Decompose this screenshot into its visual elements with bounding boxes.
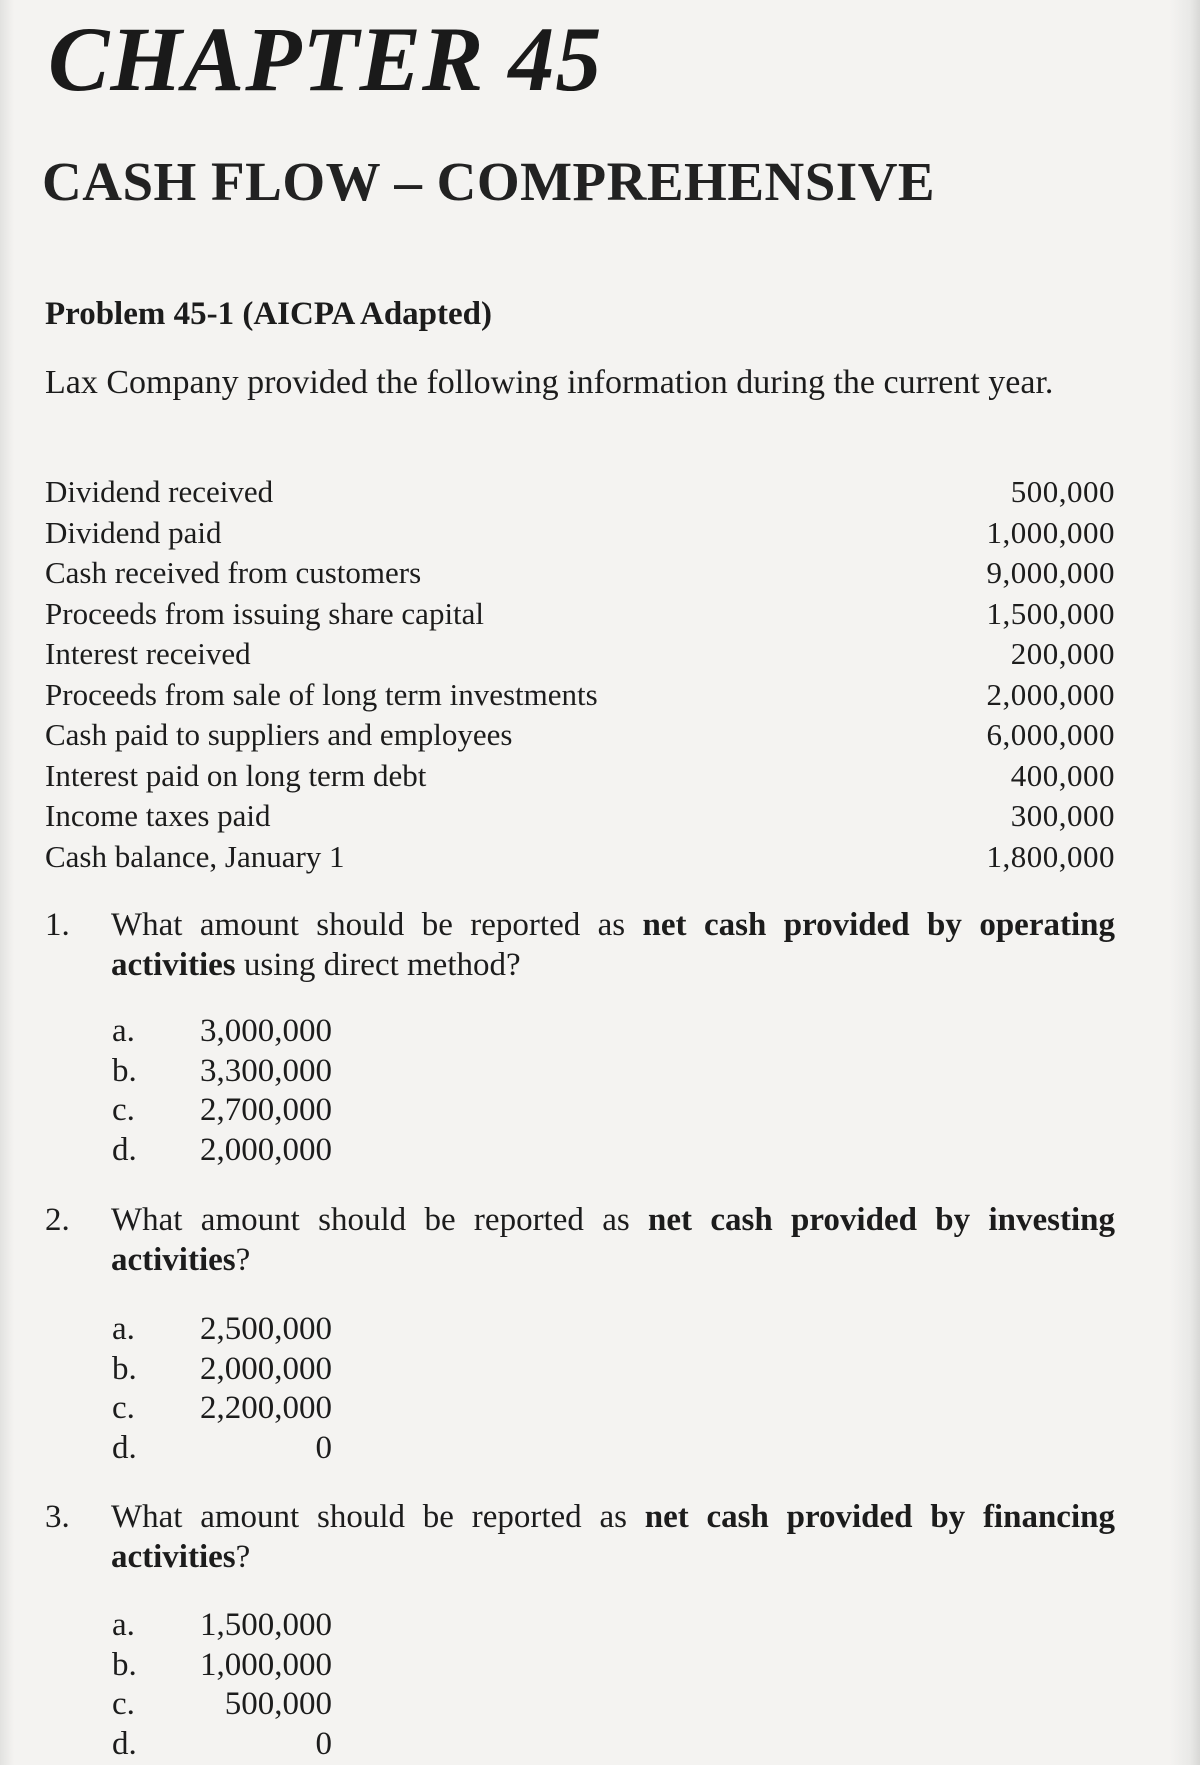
question-1-options xyxy=(112,1012,332,1170)
option-value: 2,500,000 xyxy=(200,1311,332,1347)
chapter-subtitle: CASH FLOW – COMPREHENSIVE xyxy=(42,151,936,212)
item-label: Interest received xyxy=(45,636,251,671)
list-item xyxy=(45,675,1115,716)
answer-option[interactable] xyxy=(112,1310,332,1350)
item-amount: 6,000,000 xyxy=(986,717,1115,752)
option-value: 500,000 xyxy=(224,1686,332,1722)
answer-option[interactable] xyxy=(112,1389,332,1429)
question-number: 2. xyxy=(45,1202,70,1238)
question-number: 1. xyxy=(45,907,70,943)
item-label: Proceeds from issuing share capital xyxy=(45,595,485,631)
item-label: Income taxes paid xyxy=(45,798,271,833)
option-letter: b. xyxy=(112,1646,137,1683)
question-text-pre: What amount should be reported as xyxy=(111,1202,649,1238)
option-letter: d. xyxy=(112,1429,137,1466)
option-value: 3,300,000 xyxy=(200,1052,332,1089)
option-letter: a. xyxy=(112,1013,135,1049)
option-value: 2,000,000 xyxy=(200,1350,332,1387)
option-letter: a. xyxy=(112,1607,135,1643)
question-1 xyxy=(45,905,1115,985)
item-amount: 400,000 xyxy=(1010,757,1115,793)
question-text xyxy=(111,1497,1115,1577)
cash-items-list xyxy=(45,472,1115,877)
question-text-post: using direct method? xyxy=(235,947,521,983)
question-number: 3. xyxy=(45,1499,70,1535)
item-label: Proceeds from sale of long term investments xyxy=(45,676,598,712)
answer-option[interactable] xyxy=(112,1131,332,1171)
question-text-emphasis: net cash provided by investing activities xyxy=(111,1202,1115,1278)
option-value: 1,500,000 xyxy=(200,1607,332,1643)
question-text xyxy=(111,905,1115,985)
item-label: Cash paid to suppliers and employees xyxy=(45,717,513,752)
question-text-emphasis: net cash provided by financing activities xyxy=(111,1499,1115,1575)
option-value: 2,700,000 xyxy=(200,1092,332,1128)
item-label: Cash received from customers xyxy=(45,555,422,590)
item-label: Interest paid on long term debt xyxy=(45,757,427,793)
option-value: 3,000,000 xyxy=(200,1013,332,1049)
question-2-options xyxy=(112,1310,332,1468)
item-amount: 1,000,000 xyxy=(986,514,1115,550)
answer-option[interactable] xyxy=(112,1606,332,1646)
option-letter: c. xyxy=(112,1390,135,1426)
answer-option[interactable] xyxy=(112,1091,332,1131)
option-letter: c. xyxy=(112,1092,135,1128)
question-text-pre: What amount should be reported as xyxy=(111,1499,645,1535)
list-item xyxy=(45,715,1115,756)
option-letter: b. xyxy=(112,1052,137,1089)
question-text-emphasis: net cash provided by operating activities xyxy=(111,907,1115,983)
question-text xyxy=(111,1200,1115,1280)
question-text-pre: What amount should be reported as xyxy=(111,907,643,943)
option-value: 0 xyxy=(315,1725,332,1762)
question-2 xyxy=(45,1200,1115,1280)
list-item xyxy=(45,796,1115,837)
option-value: 2,000,000 xyxy=(200,1131,332,1168)
item-amount: 1,800,000 xyxy=(986,838,1115,874)
item-amount: 2,000,000 xyxy=(986,676,1115,712)
problem-title: Problem 45-1 (AICPA Adapted) xyxy=(45,296,493,332)
option-value: 1,000,000 xyxy=(200,1646,332,1683)
problem-intro: Lax Company provided the following information during the current year. xyxy=(45,364,1054,401)
list-item xyxy=(45,756,1115,797)
list-item xyxy=(45,634,1115,675)
option-letter: a. xyxy=(112,1311,135,1347)
item-amount: 200,000 xyxy=(1010,636,1115,671)
list-item xyxy=(45,472,1115,513)
item-amount: 1,500,000 xyxy=(986,595,1115,631)
item-label: Dividend paid xyxy=(45,514,222,550)
item-label: Dividend received xyxy=(45,474,274,509)
list-item xyxy=(45,594,1115,635)
list-item xyxy=(45,513,1115,554)
answer-option[interactable] xyxy=(112,1685,332,1725)
question-text-post: ? xyxy=(235,1539,251,1575)
answer-option[interactable] xyxy=(112,1646,332,1686)
chapter-heading: CHAPTER 45 xyxy=(48,8,603,110)
answer-option[interactable] xyxy=(112,1052,332,1092)
question-text-post: ? xyxy=(235,1242,251,1278)
item-amount: 9,000,000 xyxy=(986,555,1115,590)
question-3-options xyxy=(112,1606,332,1764)
option-value: 0 xyxy=(315,1429,332,1466)
option-letter: d. xyxy=(112,1725,137,1762)
list-item xyxy=(45,553,1115,594)
list-item xyxy=(45,837,1115,878)
option-letter: d. xyxy=(112,1131,137,1168)
answer-option[interactable] xyxy=(112,1350,332,1390)
option-value: 2,200,000 xyxy=(200,1390,332,1426)
item-label: Cash balance, January 1 xyxy=(45,838,345,874)
answer-option[interactable] xyxy=(112,1012,332,1052)
item-amount: 500,000 xyxy=(1010,474,1115,509)
question-3 xyxy=(45,1497,1115,1577)
item-amount: 300,000 xyxy=(1010,798,1115,833)
answer-option[interactable] xyxy=(112,1725,332,1765)
option-letter: c. xyxy=(112,1686,135,1722)
option-letter: b. xyxy=(112,1350,137,1387)
answer-option[interactable] xyxy=(112,1429,332,1469)
